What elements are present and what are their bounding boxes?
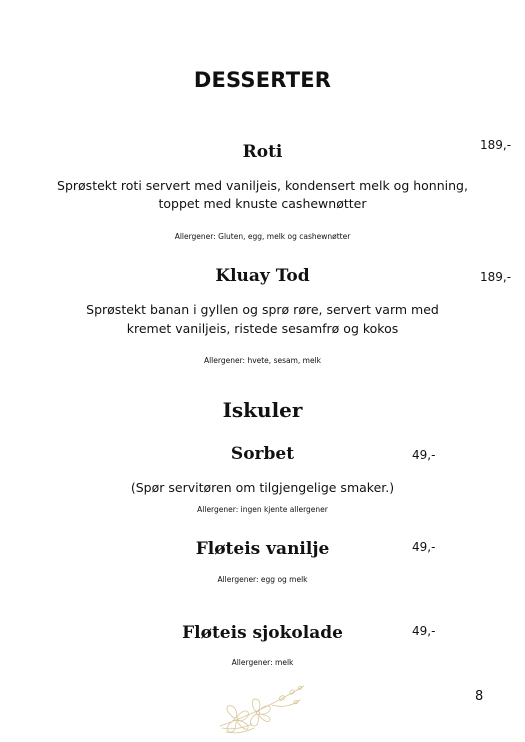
allergens-roti: Allergener: Gluten, egg, melk og cashewnøtter [174, 232, 351, 241]
description-kluay-tod-line-1: Sprøstekt banan i gyllen og sprø røre, servert varm med [86, 302, 439, 317]
dish-name-roti: Roti [242, 142, 283, 162]
dish-name-kluay-tod: Kluay Tod [215, 266, 310, 286]
section-title-iskuler: Iskuler [222, 398, 303, 422]
price-kluay-tod: 189,- [480, 270, 512, 284]
description-kluay-tod-line-2: kremet vaniljeis, ristede sesamfrø og kokos [126, 321, 399, 336]
description-roti-line-1: Sprøstekt roti servert med vaniljeis, kondensert melk og honning, [57, 178, 468, 193]
allergens-floteis-vanilje: Allergener: egg og melk [217, 575, 308, 584]
allergens-kluay-tod: Allergener: hvete, sesam, melk [203, 356, 322, 365]
dish-name-floteis-sjokolade: Fløteis sjokolade [182, 623, 343, 643]
page-number: 8 [475, 689, 484, 704]
note-sorbet: (Spør servitøren om tilgjengelige smaker.) [130, 480, 395, 495]
orchid-flower-icon [212, 678, 312, 738]
price-sorbet: 49,- [412, 448, 436, 462]
allergens-sorbet: Allergener: ingen kjente allergener [197, 505, 328, 514]
dish-name-sorbet: Sorbet [230, 444, 295, 464]
dish-name-floteis-vanilje: Fløteis vanilje [195, 539, 330, 559]
description-roti-line-2: toppet med knuste cashewnøtter [158, 196, 367, 211]
page-title: DESSERTER [193, 68, 332, 92]
allergens-floteis-sjokolade: Allergener: melk [231, 658, 294, 667]
price-roti: 189,- [480, 138, 512, 152]
price-floteis-vanilje: 49,- [412, 540, 436, 554]
price-floteis-sjokolade: 49,- [412, 624, 436, 638]
